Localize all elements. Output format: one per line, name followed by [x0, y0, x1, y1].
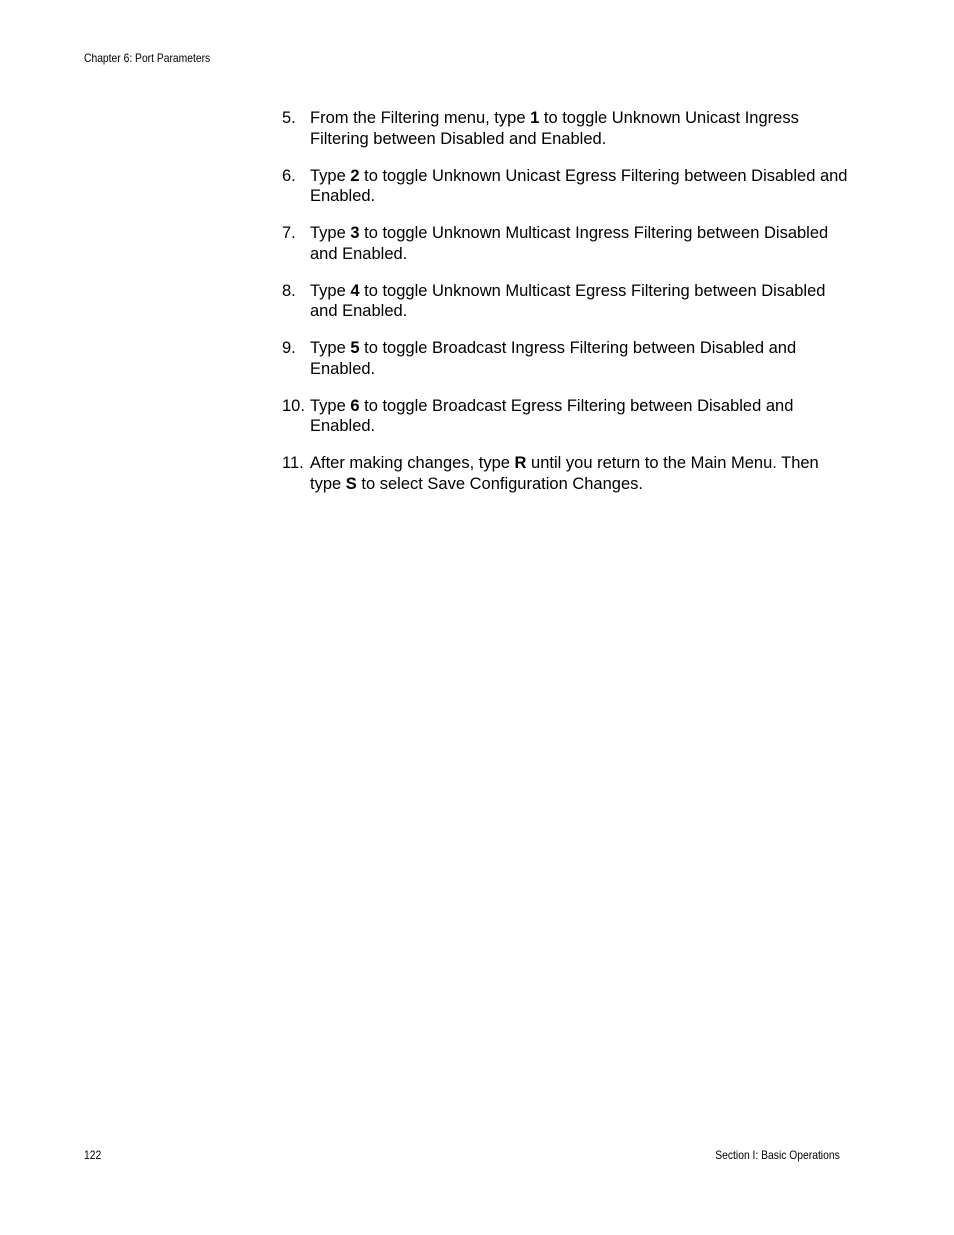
step-text: Type 3 to toggle Unknown Multicast Ingress Filtering between Disabled and Enabled.	[310, 224, 829, 263]
step-text: Type 6 to toggle Broadcast Egress Filtering between Disabled and Enabled.	[310, 396, 794, 436]
step-item	[282, 166, 852, 207]
section-footer: Section I: Basic Operations	[715, 1148, 840, 1162]
step-item	[282, 396, 852, 437]
key-label: R	[514, 454, 527, 473]
step-number: 5.	[282, 109, 296, 127]
step-number: 11.	[282, 454, 304, 473]
key-label: 6	[350, 396, 360, 415]
step-text: Type 4 to toggle Unknown Multicast Egress Filtering between Disabled and Enabled.	[310, 281, 826, 321]
page-number: 122	[84, 1148, 102, 1162]
step-number: 10.	[282, 396, 305, 415]
step-item	[282, 338, 852, 379]
step-text: Type 2 to toggle Unknown Unicast Egress Filtering between Disabled and Enabled.	[310, 166, 848, 206]
step-text: After making changes, type R until you return to the Main Menu. Then type S to select Save Configuration Changes.	[310, 454, 819, 494]
key-label: S	[345, 475, 357, 494]
key-label: 5	[350, 339, 360, 358]
step-number: 8.	[282, 281, 296, 300]
step-item	[282, 108, 852, 149]
step-number: 7.	[282, 224, 296, 243]
step-item	[282, 223, 852, 264]
key-label: 4	[350, 281, 360, 300]
procedure-steps	[282, 108, 852, 511]
step-number: 9.	[282, 339, 296, 358]
step-number: 6.	[282, 166, 296, 185]
step-item	[282, 281, 852, 322]
key-label: 3	[350, 224, 360, 243]
key-label: 2	[350, 166, 360, 185]
step-item	[282, 453, 852, 494]
running-header: Chapter 6: Port Parameters	[84, 51, 211, 65]
step-text: Type 5 to toggle Broadcast Ingress Filtering between Disabled and Enabled.	[310, 339, 797, 378]
step-text: From the Filtering menu, type 1 to toggle Unknown Unicast Ingress Filtering between Disabled and Enabled.	[310, 109, 799, 148]
key-label: 1	[530, 109, 540, 127]
